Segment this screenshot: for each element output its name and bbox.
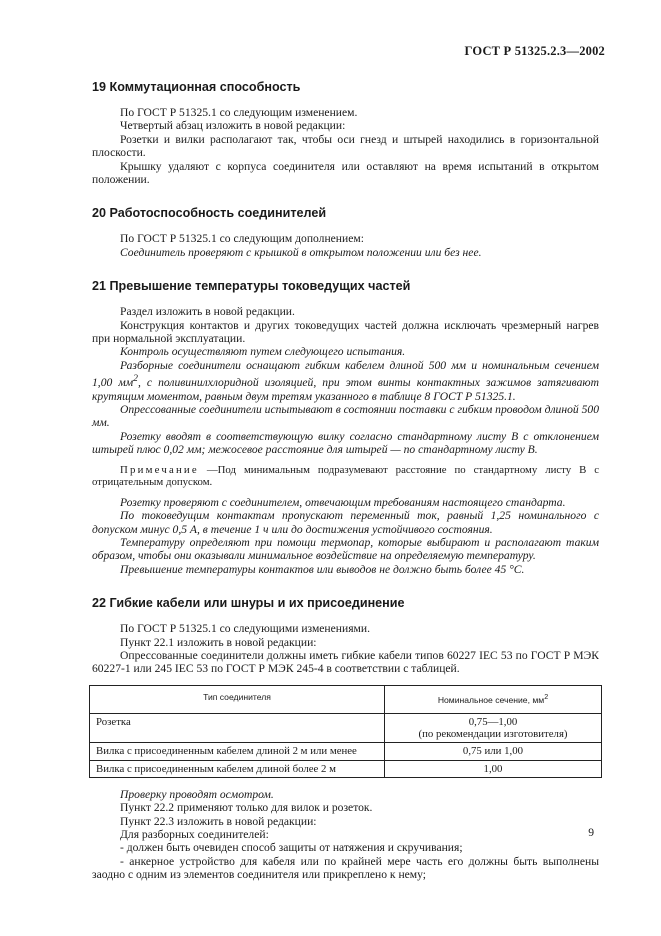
section-note: (по рекомендации изготовителя) xyxy=(418,728,568,741)
paragraph-italic: Розетку вводят в соответствующую вилку согласно стандартному листу В с отклонением штырей плюс 0,02 мм; межосевое расстояние для штырей — по стандартному листу В. xyxy=(92,429,599,457)
paragraph: Опрессованные соединители должны иметь гибкие кабели типов 60227 IEC 53 по ГОСТ Р МЭК 60227-1 или 245 IEC 53 по ГОСТ Р МЭК 245-4 в соответствии с таблицей. xyxy=(92,649,599,676)
section-19 xyxy=(92,80,599,186)
section-22 xyxy=(92,596,599,881)
paragraph-italic: По токоведущим контактам пропускают переменный ток, равный 1,25 номинального с допуском минус 0,5 А, в течение 1 ч или до достижения устойчивого состояния. xyxy=(92,509,599,536)
paragraph: Раздел изложить в новой редакции. xyxy=(120,305,295,319)
section-19-title: 19 Коммутационная способность xyxy=(92,80,301,94)
paragraph-italic: Температуру определяют при помощи термопар, которые выбирают и располагают таким образом, чтобы они оказывали минимальное воздействие на определяемую температуру. xyxy=(92,535,599,563)
cell-section xyxy=(385,713,602,742)
paragraph-italic: Превышение температуры контактов или выводов не должно быть более 45 °С. xyxy=(120,562,525,576)
paragraph-italic: Розетку проверяют с соединителем, отвечающим требованиям настоящего стандарта. xyxy=(120,495,566,509)
cell-type: Розетка xyxy=(90,713,385,742)
table-row xyxy=(90,743,602,760)
table-row xyxy=(90,713,602,742)
table-header-type: Тип соединителя xyxy=(90,685,385,713)
table-header-row xyxy=(90,685,602,713)
paragraph: Пункт 22.2 применяют только для вилок и розеток. xyxy=(120,801,373,815)
paragraph-italic: Контроль осуществляют путем следующего испытания. xyxy=(120,345,406,359)
section-20 xyxy=(92,206,599,259)
paragraph: - анкерное устройство для кабеля или по крайней мере часть его должны быть выполнены заодно с одним из элементов соединителя или прикреплено к нему; xyxy=(92,854,599,882)
page-content xyxy=(92,80,599,902)
table-row xyxy=(90,760,602,777)
section-20-title: 20 Работоспособность соединителей xyxy=(92,206,327,221)
paragraph: Четвертый абзац изложить в новой редакции: xyxy=(120,119,346,133)
paragraph: Крышку удаляют с корпуса соединителя или оставляют на время испытаний в открытом положении. xyxy=(92,159,599,187)
paragraph: Пункт 22.1 изложить в новой редакции: xyxy=(120,635,317,649)
paragraph-italic: Проверку проводят осмотром. xyxy=(120,787,274,801)
table-header-section xyxy=(385,685,602,713)
paragraph-italic: Опрессованные соединители испытывают в состоянии поставки с гибким проводом длиной 500 мм. xyxy=(92,402,599,430)
note-text: —Под минимальным подразумевают расстояние по стандартному листу В с отрицательным допуском. xyxy=(92,463,599,489)
paragraph: Пункт 22.3 изложить в новой редакции: xyxy=(120,814,317,828)
note xyxy=(92,464,599,489)
superscript: 2 xyxy=(133,373,138,385)
paragraph: Конструкция контактов и других токоведущих частей должна исключать чрезмерный нагрев при нормальной эксплуатации. xyxy=(92,318,599,346)
section-22-title: 22 Гибкие кабели или шнуры и их присоединение xyxy=(92,596,405,611)
paragraph: Для разборных соединителей: xyxy=(120,827,269,841)
cell-type: Вилка с присоединенным кабелем длиной более 2 м xyxy=(90,760,385,777)
page-number: 9 xyxy=(588,826,594,839)
paragraph: По ГОСТ Р 51325.1 со следующим дополнением: xyxy=(120,232,364,246)
paragraph-italic: Соединитель проверяют с крышкой в открытом положении или без нее. xyxy=(120,245,482,259)
text-part: Разборные соединители оснащают гибким кабелем длиной 500 мм и номинальным сечением 1,00 мм xyxy=(92,358,599,390)
paragraph: - должен быть очевиден способ защиты от натяжения и скручивания; xyxy=(120,841,463,855)
standard-header: ГОСТ Р 51325.2.3—2002 xyxy=(464,44,605,58)
superscript: 2 xyxy=(544,692,549,701)
paragraph-italic xyxy=(92,359,599,403)
header-text: Номинальное сечение, мм xyxy=(437,694,545,705)
section-value: 0,75—1,00 xyxy=(468,715,518,728)
text-part: , с поливинилхлоридной изоляцией, при этом винты контактных зажимов затягивают крутящим моментом, равным двум третям указанного в таблице 8 ГОСТ Р 51325.1. xyxy=(92,376,599,403)
paragraph: Розетки и вилки располагают так, чтобы оси гнезд и штырей находились в горизонтальной плоскости. xyxy=(92,132,599,160)
note-label: Примечание xyxy=(120,463,199,476)
cell-section: 1,00 xyxy=(385,760,602,777)
cell-type: Вилка с присоединенным кабелем длиной 2 м или менее xyxy=(90,743,385,760)
cable-section-table xyxy=(89,685,602,778)
section-21 xyxy=(92,279,599,576)
paragraph: По ГОСТ Р 51325.1 со следующими изменениями. xyxy=(120,622,370,636)
section-21-title: 21 Превышение температуры токоведущих частей xyxy=(92,279,411,294)
paragraph: По ГОСТ Р 51325.1 со следующим изменением. xyxy=(120,106,358,119)
cell-section: 0,75 или 1,00 xyxy=(385,743,602,760)
